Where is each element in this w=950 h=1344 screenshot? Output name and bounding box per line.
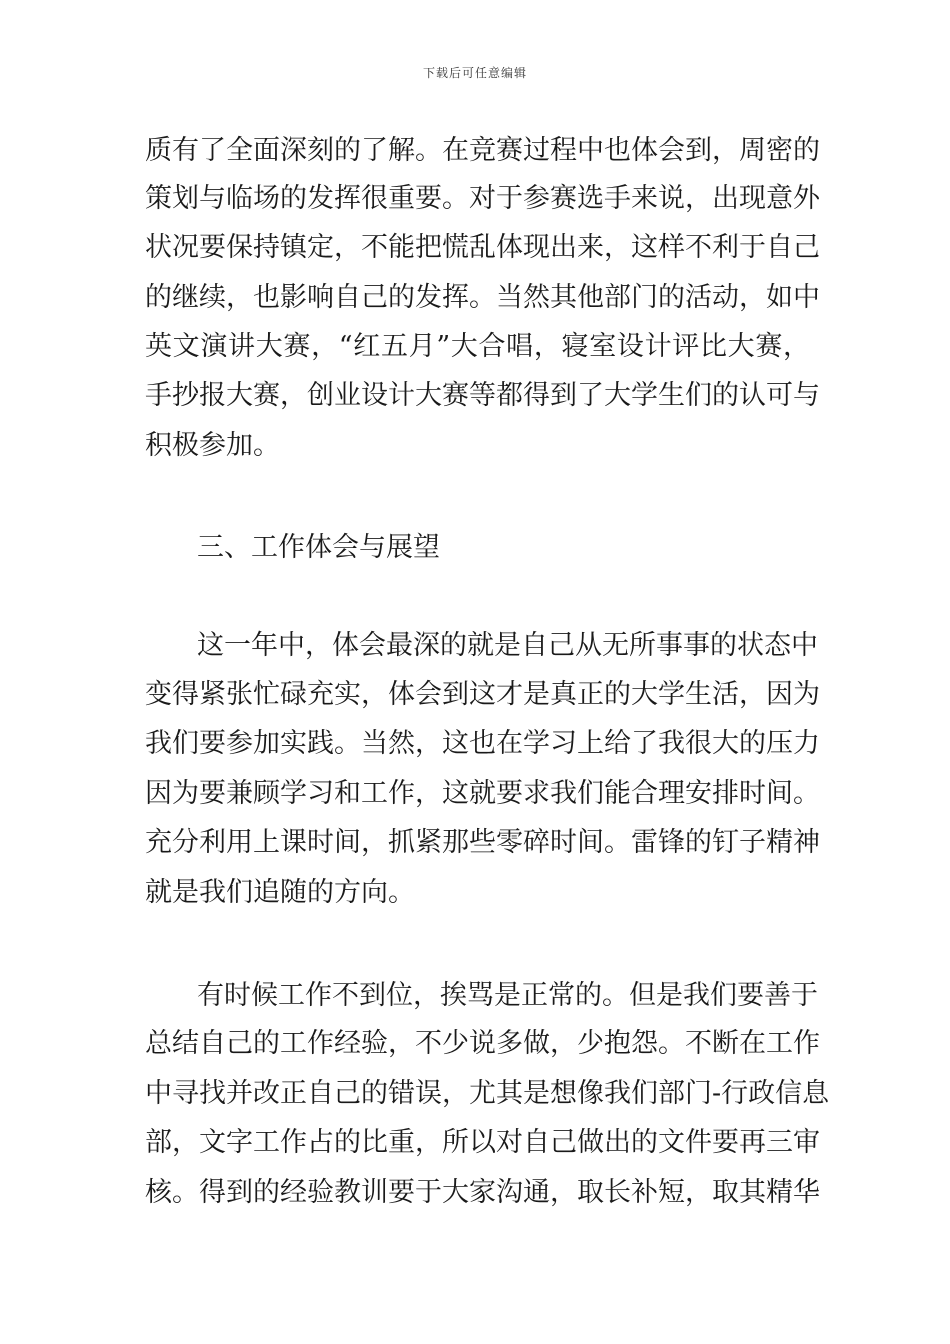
paragraph-line: 部，文字工作占的比重，所以对自己做出的文件要再三审 [145, 1127, 820, 1158]
paragraph-line: 有时候工作不到位，挨骂是正常的。但是我们要善于 [197, 980, 818, 1011]
paragraph-line: 这一年中，体会最深的就是自己从无所事事的状态中 [197, 630, 818, 661]
paragraph-line: 手抄报大赛，创业设计大赛等都得到了大学生们的认可与 [145, 380, 820, 411]
paragraph-line: 核。得到的经验教训要于大家沟通，取长补短，取其精华 [145, 1177, 820, 1208]
paragraph-line: 我们要参加实践。当然，这也在学习上给了我很大的压力 [145, 728, 820, 759]
page-header: 下载后可任意编辑 [422, 66, 527, 80]
paragraph-line: 中寻找并改正自己的错误，尤其是想像我们部门-行政信息 [145, 1078, 830, 1109]
paragraph-line: 状况要保持镇定，不能把慌乱体现出来，这样不利于自己 [145, 232, 820, 263]
paragraph-line: 质有了全面深刻的了解。在竞赛过程中也体会到，周密的 [145, 135, 820, 166]
paragraph-line: 策划与临场的发挥很重要。对于参赛选手来说，出现意外 [145, 183, 820, 214]
paragraph-line: 积极参加。 [145, 430, 280, 461]
paragraph-line: 变得紧张忙碌充实，体会到这才是真正的大学生活，因为 [145, 679, 820, 710]
paragraph-line: 因为要兼顾学习和工作，这就要求我们能合理安排时间。 [145, 778, 820, 809]
paragraph-line: 的继续，也影响自己的发挥。当然其他部门的活动，如中 [145, 282, 820, 313]
section-heading: 三、工作体会与展望 [197, 532, 440, 563]
paragraph-line: 充分利用上课时间，抓紧那些零碎时间。雷锋的钉子精神 [145, 827, 820, 858]
paragraph-line: 英文演讲大赛，“红五月”大合唱，寝室设计评比大赛， [145, 331, 810, 362]
paragraph-line: 总结自己的工作经验，不少说多做，少抱怨。不断在工作 [145, 1028, 820, 1059]
paragraph-line: 就是我们追随的方向。 [145, 877, 415, 908]
